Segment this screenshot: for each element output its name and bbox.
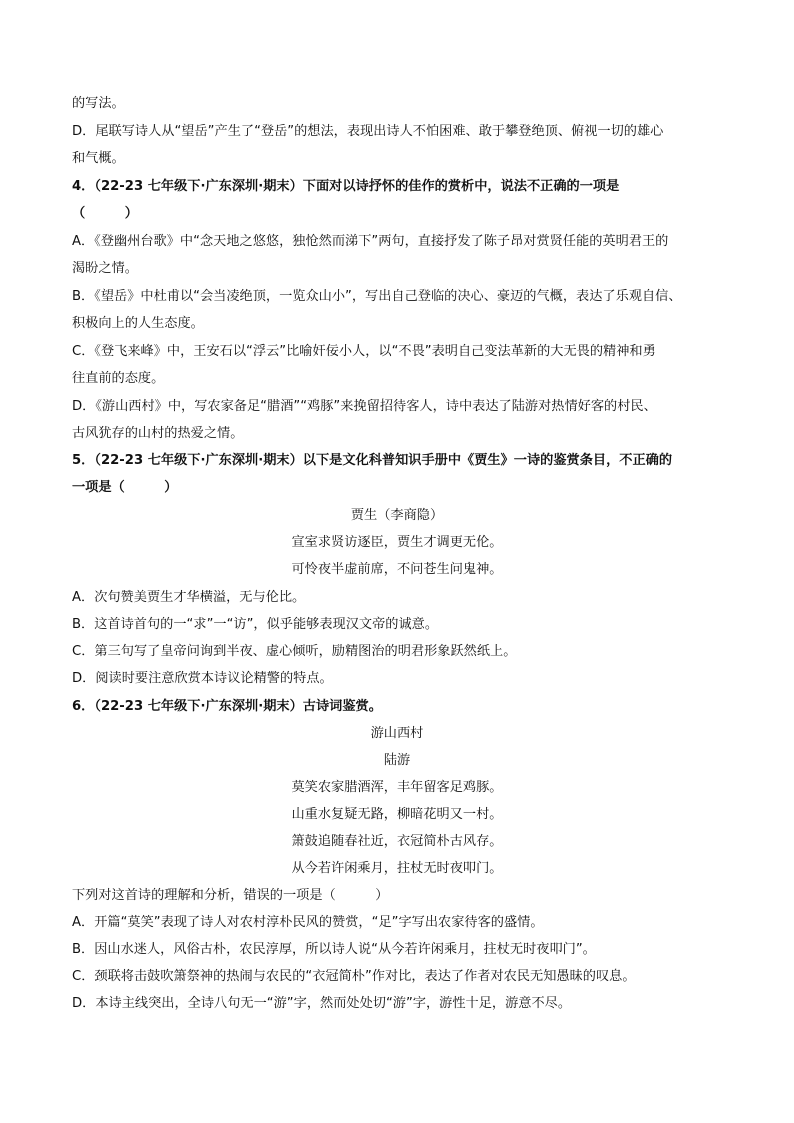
q6-option-a: A．开篇“莫笑”表现了诗人对农村淳朴民风的赞赏，“足”字写出农家待客的盛情。 (72, 915, 544, 930)
q5-stem: 5．（22-23 七年级下·广东深圳·期末）以下是文化科普知识手册中《贾生》一诗的鉴赏条目，不正确的 (72, 453, 673, 468)
q5-stem-cont: 一项是（ ） (72, 480, 178, 495)
q5-poem-line: 宣室求贤访逐臣，贾生才调更无伦。 (291, 535, 503, 550)
q5-option-a: A．次句赞美贾生才华横溢，无与伦比。 (72, 590, 306, 605)
q6-poem-line: 山重水复疑无路，柳暗花明又一村。 (291, 807, 503, 822)
q6-poem-author: 陆游 (383, 753, 411, 768)
q6-poem-title: 游山西村 (370, 726, 424, 741)
q4-option-b-cont: 积极向上的人生态度。 (72, 316, 204, 331)
q4-option-a-cont: 渴盼之情。 (72, 261, 138, 276)
q5-option-b: B．这首诗首句的一“求”一“访”，似乎能够表现汉文帝的诚意。 (72, 617, 439, 632)
q4-option-a: A．《登幽州台歌》中“念天地之悠悠，独怆然而涕下”两句，直接抒发了陈子昂对赏贤任能的英明君王的 (72, 234, 669, 249)
q4-option-c-cont: 往直前的态度。 (72, 371, 165, 386)
q4-option-b: B．《望岳》中杜甫以“会当凌绝顶，一览众山小”，写出自己登临的决心、豪迈的气概，表达了乐观自信、 (72, 289, 682, 304)
q6-poem-line: 莫笑农家腊酒浑，丰年留客足鸡豚。 (291, 780, 503, 795)
q5-poem-line: 可怜夜半虚前席，不问苍生问鬼神。 (291, 562, 503, 577)
q5-option-d: D．阅读时要注意欣赏本诗议论精警的特点。 (72, 671, 333, 686)
q4-option-c: C．《登飞来峰》中，王安石以“浮云”比喻奸佞小人，以“不畏”表明自己变法革新的大无畏的精神和勇 (72, 344, 656, 359)
q4-stem: 4．（22-23 七年级下·广东深圳·期末）下面对以诗抒怀的佳作的赏析中，说法不正确的一项是 (72, 179, 620, 194)
q5-poem-title: 贾生（李商隐） (350, 508, 444, 523)
q6-poem-line: 箫鼓追随春社近，衣冠简朴古风存。 (291, 834, 503, 849)
q6-option-d: D．本诗主线突出，全诗八句无一“游”字，然而处处切“游”字，游性十足，游意不尽。 (72, 996, 572, 1011)
q6-question: 下列对这首诗的理解和分析，错误的一项是（ ） (72, 888, 389, 903)
q4-option-d-cont: 古风犹存的山村的热爱之情。 (72, 426, 244, 441)
q4-option-d: D．《游山西村》中，写农家备足“腊酒”“鸡豚”来挽留招待客人，诗中表达了陆游对热情好客的村民、 (72, 399, 657, 414)
continued-text: 和气概。 (72, 151, 125, 166)
q6-poem-line: 从今若许闲乘月，拄杖无时夜叩门。 (291, 861, 503, 876)
continued-option-d: D．尾联写诗人从“望岳”产生了“登岳”的想法，表现出诗人不怕困难、敢于攀登绝顶、俯视一切的雄心 (72, 124, 664, 139)
continued-text: 的写法。 (72, 96, 125, 111)
q6-stem: 6．（22-23 七年级下·广东深圳·期末）古诗词鉴赏。 (72, 699, 382, 714)
q6-option-b: B．因山水迷人，风俗古朴，农民淳厚，所以诗人说“从今若许闲乘月，拄杖无时夜叩门”。 (72, 942, 596, 957)
q5-option-c: C．第三句写了皇帝问询到半夜、虚心倾听，励精图治的明君形象跃然纸上。 (72, 644, 517, 659)
q4-answer-blank: （ ） (72, 206, 138, 221)
q6-option-c: C．颈联将击鼓吹箫祭神的热闹与农民的“衣冠简朴”作对比，表达了作者对农民无知愚昧的叹息。 (72, 969, 636, 984)
